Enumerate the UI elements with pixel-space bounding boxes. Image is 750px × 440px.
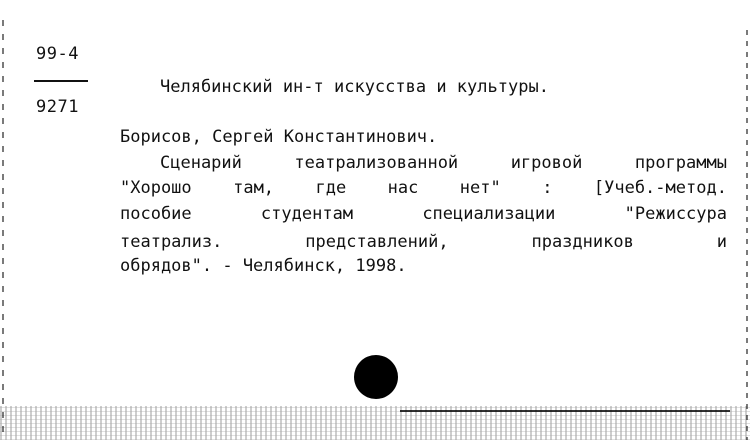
description-line-1: [160, 152, 727, 174]
card-left-edge-noise: [2, 20, 4, 440]
description-word: где: [315, 178, 347, 198]
shelf-mark-divider: [34, 80, 88, 82]
description-word: театрализованной: [294, 153, 459, 173]
shelf-mark-bottom: 9271: [36, 97, 79, 117]
description-word: пособие: [120, 204, 192, 224]
description-line-4: [120, 231, 727, 253]
description-word: [Учеб.-метод.: [593, 178, 727, 198]
card-bottom-scan-noise: [0, 406, 750, 440]
description-word: театрализ.: [120, 232, 223, 252]
description-word: игровой: [510, 153, 583, 173]
description-word: праздников: [531, 232, 634, 252]
card-right-edge-noise: [746, 30, 748, 440]
description-word: там,: [233, 178, 275, 198]
description-word: специализации: [422, 204, 556, 224]
description-word: "Хорошо: [120, 178, 192, 198]
author-heading: Борисов, Сергей Константинович.: [120, 127, 438, 147]
description-word: и: [716, 232, 727, 252]
description-word: программы: [634, 153, 727, 173]
description-word: нет": [459, 178, 501, 198]
description-word: :: [542, 178, 553, 198]
shelf-mark-top: 99-4: [36, 44, 79, 64]
description-line-3: [120, 203, 727, 225]
description-word: студентам: [260, 204, 354, 224]
organization-heading: Челябинский ин-т искусства и культуры.: [160, 77, 549, 97]
description-word: нас: [387, 178, 419, 198]
description-word: представлений,: [305, 232, 449, 252]
description-line-5: обрядов". - Челябинск, 1998.: [120, 256, 407, 276]
description-word: "Режиссура: [624, 204, 727, 224]
description-word: Сценарий: [160, 153, 242, 173]
description-line-2: [120, 177, 727, 199]
card-punch-hole: [354, 355, 398, 399]
